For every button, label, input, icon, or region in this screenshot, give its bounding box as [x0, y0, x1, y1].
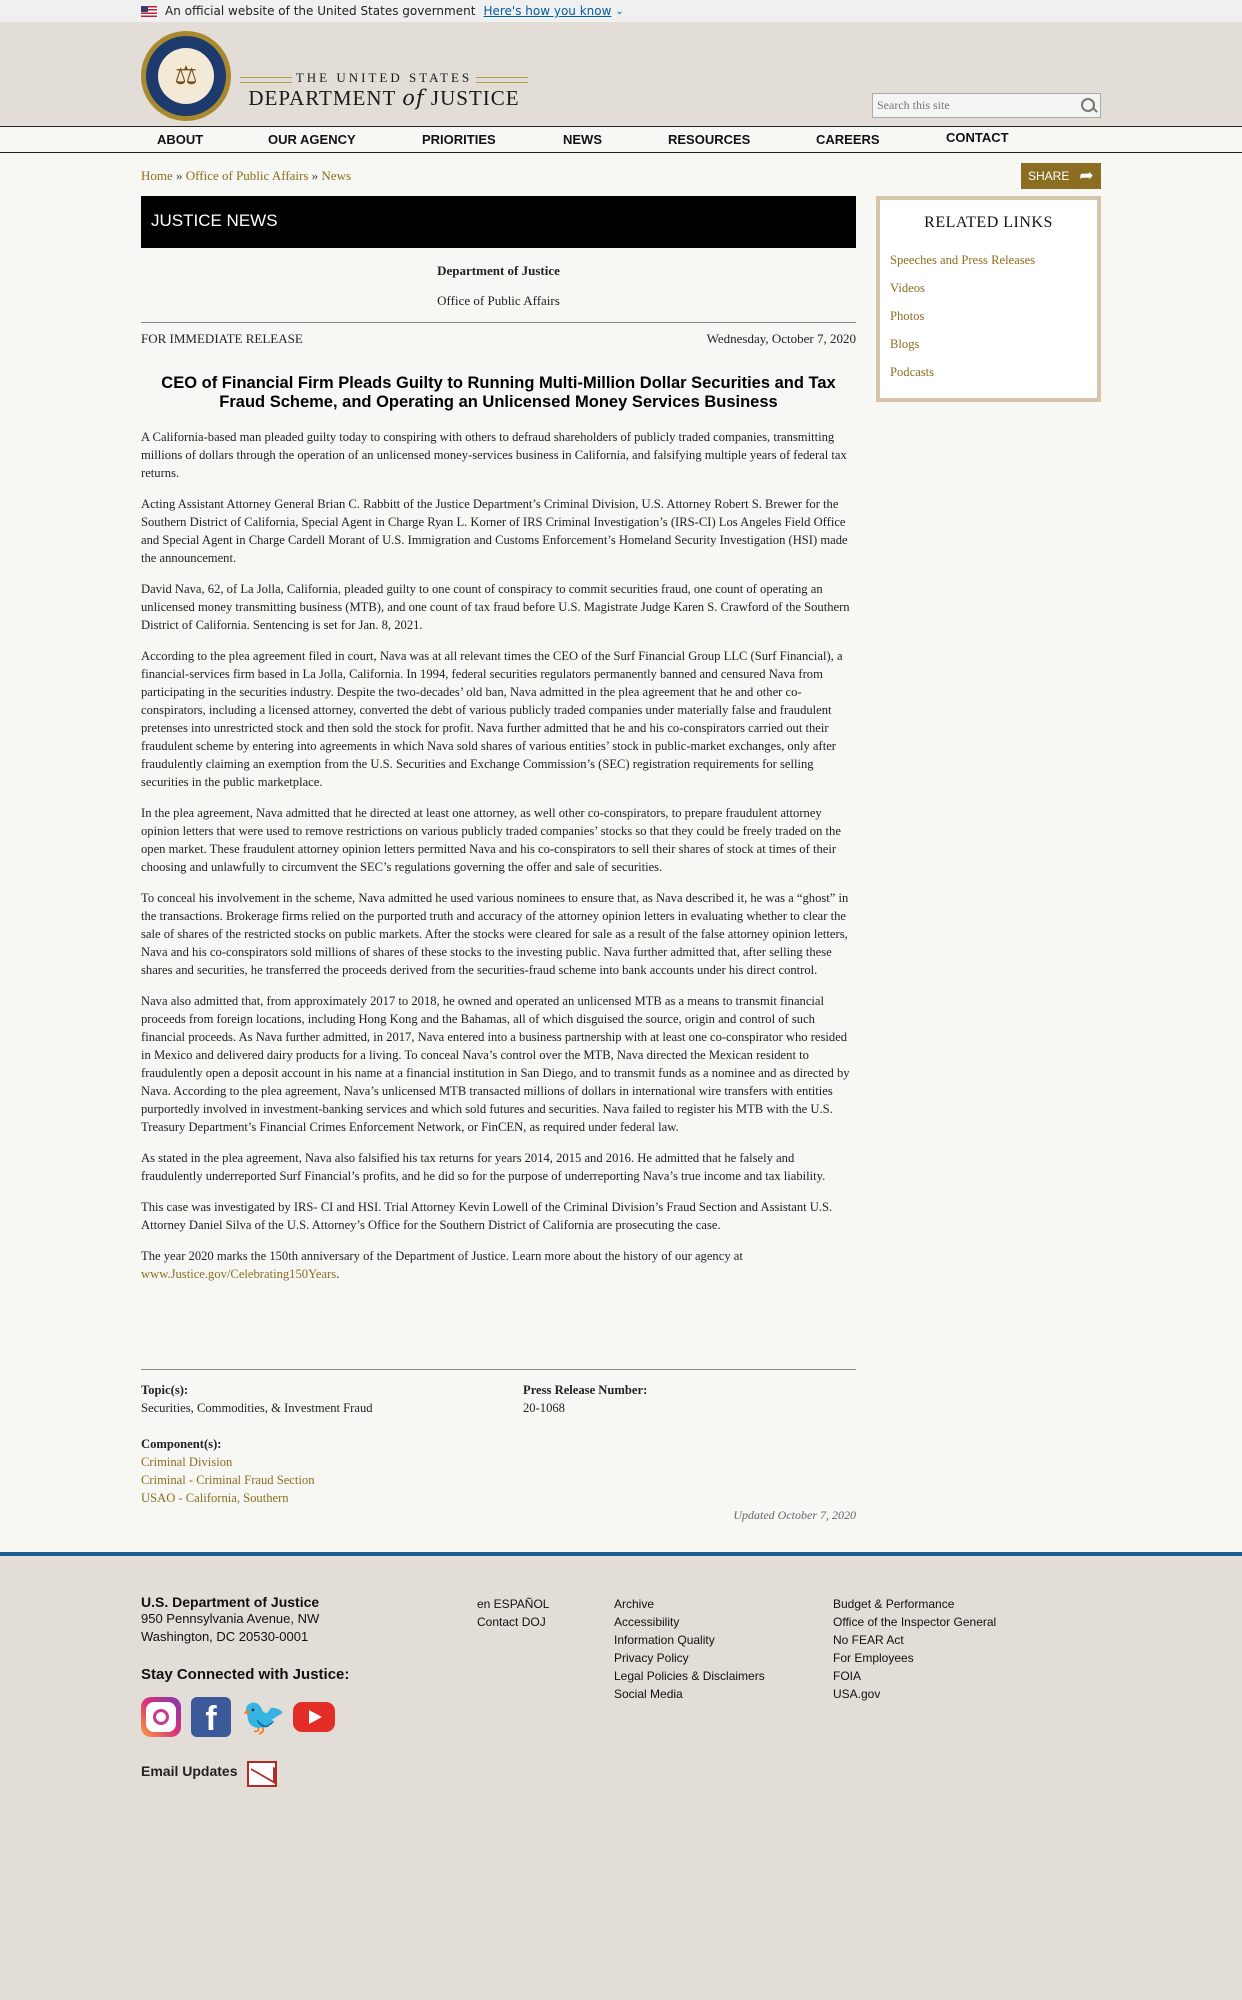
site-footer [0, 1552, 1242, 2000]
chevron-down-icon[interactable]: ⌄ [615, 5, 624, 17]
footer-org: U.S. Department of Justice [141, 1594, 320, 1610]
envelope-icon [247, 1761, 277, 1787]
components [141, 1435, 315, 1507]
search-icon[interactable] [1076, 94, 1100, 117]
related-link[interactable]: Speeches and Press Releases [890, 253, 1036, 267]
wordmark-line1: THE UNITED STATES [240, 70, 528, 86]
nav-contact[interactable]: CONTACT [946, 130, 1009, 145]
related-links-box [876, 196, 1101, 402]
related-link[interactable]: Podcasts [890, 365, 935, 379]
press-release-number [523, 1381, 647, 1417]
related-link[interactable]: Blogs [890, 337, 920, 351]
paragraph: David Nava, 62, of La Jolla, California, pleaded guilty to one count of conspiracy to commit securities fraud, one count of operating an unlicensed money transmitting business (MTB), and one count of tax fraud before U.S. Magistrate Judge Karen S. Crawford of the Southern District of California. Sentencing is set for Jan. 8, 2021. [141, 582, 850, 632]
footer-link[interactable]: USA.gov [833, 1687, 881, 1701]
footer-col3 [833, 1595, 996, 1703]
footer-link[interactable]: Office of the Inspector General [833, 1615, 997, 1629]
stay-connected-title: Stay Connected with Justice: [141, 1666, 350, 1683]
breadcrumb: Home » Office of Public Affairs » News [141, 168, 352, 183]
footer-link[interactable]: For Employees [833, 1651, 914, 1665]
footer-col1 [477, 1595, 549, 1631]
footer-link[interactable]: FOIA [833, 1669, 862, 1683]
site-header [0, 22, 1242, 126]
footer-link[interactable]: Archive [614, 1597, 655, 1611]
footer-link[interactable]: Accessibility [614, 1615, 680, 1629]
nav-resources[interactable]: RESOURCES [668, 132, 751, 147]
nav-careers[interactable]: CAREERS [816, 132, 880, 147]
footer-link[interactable]: Legal Policies & Disclaimers [614, 1669, 765, 1683]
related-link[interactable]: Photos [890, 309, 925, 323]
facebook-icon[interactable]: f [191, 1697, 231, 1737]
dept-name: Department of Justice [437, 263, 560, 278]
divider [141, 322, 856, 323]
search-input[interactable] [873, 94, 1076, 117]
paragraph: Nava also admitted that, from approximately 2017 to 2018, he owned and operated an unlicensed MTB as a means to transmit financial proceeds from foreign locations, including Hong Kong and the Bahamas, all of which disguised the source, origin and control of such financial proceeds. As Nava further admitted, in 2017, Nava entered into a business partnership with at least one co-conspirator who resided in Mexico and delivered dairy products for a living. To conceal Nava’s control over the MTB, Nava directed the Mexican resident to fraudulently open a deposit account in his name at a financial institution in San Diego, and to transmit funds as a nominee and as directed by Nava. According to the plea agreement, Nava’s unlicensed MTB transacted millions of dollars in international wire transfers with entities purportedly involved in investment-banking services and which sold futures and securities. Nava failed to register his MTB with the U.S. Treasury Department’s Financial Crimes Enforcement Network, or FinCEN, as required under federal law. [141, 994, 850, 1134]
breadcrumb-news[interactable]: News [321, 168, 352, 183]
doj-wordmark[interactable] [240, 70, 528, 111]
article-body [141, 428, 856, 1296]
breadcrumb-home[interactable]: Home [141, 168, 173, 183]
gov-banner-text: An official website of the United States government [165, 4, 476, 18]
breadcrumb-office[interactable]: Office of Public Affairs [185, 168, 309, 183]
youtube-icon[interactable] [293, 1702, 335, 1732]
twitter-icon[interactable]: 🐦 [241, 1696, 286, 1737]
footer-link[interactable]: Contact DOJ [477, 1615, 546, 1629]
press-value: 20-1068 [523, 1401, 565, 1415]
topics-label: Topic(s): [141, 1383, 189, 1397]
doj-seal-logo[interactable] [141, 31, 231, 121]
footer-addr2: Washington, DC 20530-0001 [141, 1629, 309, 1644]
paragraph: As stated in the plea agreement, Nava also falsified his tax returns for years 2014, 2015 and 2016. He admitted that he falsely and fraudulently underreported Surf Financial’s profits, and he did so for the purpose of underreporting Nava’s true income and tax liability. [141, 1151, 826, 1183]
page-title: CEO of Financial Firm Pleads Guilty to Running Multi-Million Dollar Securities and Tax Fraud Scheme, and Operating an Unlicensed Money Services Business [161, 374, 836, 411]
divider [141, 1369, 856, 1370]
release-label: FOR IMMEDIATE RELEASE [141, 331, 303, 346]
topics [141, 1381, 373, 1417]
paragraph: Acting Assistant Attorney General Brian C. Rabbitt of the Justice Department’s Criminal Division, U.S. Attorney Robert S. Brewer for the Southern District of California, Special Agent in Charge Ryan L. Korner of IRS Criminal Investigation’s (IRS-CI) Los Angeles Field Office and Special Agent in Charge Cardell Morant of U.S. Immigration and Customs Enforcement’s Homeland Security Investigation (HSI) made the announcement. [141, 497, 848, 565]
footer-address [141, 1594, 319, 1646]
paragraph: In the plea agreement, Nava admitted that he directed at least one attorney, as well other co-conspirators, to prepare fraudulent attorney opinion letters that were used to remove restrictions on various publicly traded companies’ stocks so that they could be freely traded on the open market. These fraudulent attorney opinion letters permitted Nava and his co-conspirators to sell their shares of stock at times of their choosing and unlawfully to circumvent the SEC’s regulations governing the offer and sale of securities. [141, 806, 841, 874]
component-link[interactable]: USAO - California, Southern [141, 1491, 289, 1505]
dept-info [141, 263, 856, 309]
share-arrow-icon: ➦ [1079, 166, 1094, 185]
component-link[interactable]: Criminal Division [141, 1455, 233, 1469]
release-date: Wednesday, October 7, 2020 [706, 331, 856, 346]
related-link[interactable]: Videos [890, 281, 925, 295]
how-you-know-link[interactable]: Here's how you know [483, 4, 612, 18]
main-content [0, 153, 1242, 1556]
footer-col2 [614, 1595, 765, 1703]
nav-priorities[interactable]: PRIORITIES [422, 132, 496, 147]
share-button[interactable] [1021, 163, 1101, 189]
wordmark-line2: DEPARTMENT of JUSTICE [248, 86, 520, 110]
us-flag-icon [141, 6, 157, 17]
release-line [141, 331, 856, 347]
gov-banner [0, 0, 1242, 22]
footer-link[interactable]: Privacy Policy [614, 1651, 689, 1665]
celebrating-150-link[interactable]: www.Justice.gov/Celebrating150Years [141, 1267, 337, 1281]
updated-date: Updated October 7, 2020 [733, 1508, 856, 1522]
share-label: SHARE [1028, 169, 1070, 183]
footer-link[interactable]: Information Quality [614, 1633, 715, 1647]
dept-office: Office of Public Affairs [437, 293, 560, 308]
footer-addr1: 950 Pennsylvania Avenue, NW [141, 1611, 320, 1626]
stay-connected [141, 1666, 349, 1683]
footer-link[interactable]: Budget & Performance [833, 1597, 955, 1611]
related-links-title: RELATED LINKS [924, 214, 1053, 231]
eagle-icon: ⚖ [158, 48, 214, 104]
component-link[interactable]: Criminal - Criminal Fraud Section [141, 1473, 315, 1487]
paragraph: To conceal his involvement in the scheme, Nava admitted he used various nominees to ensure that, as Nava described it, he was a “ghost” in the transactions. Brokerage firms relied on the purported truth and accuracy of the attorney opinion letters in evaluating whether to clear the sale of shares of the restricted stocks on public markets. After the stocks were cleared for sale as a result of the false attorney opinion letters, Nava and his co-conspirators sold millions of shares of these stocks to the investing public. Nava further admitted that, after selling these shares and securities, he transferred the proceeds derived from the securities-fraud scheme into bank accounts under his direct control. [141, 891, 849, 977]
email-updates-label: Email Updates [141, 1763, 238, 1779]
email-updates[interactable] [141, 1755, 277, 1787]
footer-link[interactable]: Social Media [614, 1687, 683, 1701]
paragraph: This case was investigated by IRS- CI and HSI. Trial Attorney Kevin Lowell of the Criminal Division’s Fraud Section and Assistant U.S. Attorney Daniel Silva of the U.S. Attorney’s Office for the Southern District of California are prosecuting the case. [141, 1200, 833, 1232]
social-links [141, 1697, 335, 1737]
footer-link[interactable]: en ESPAÑOL [477, 1597, 550, 1611]
instagram-icon[interactable] [141, 1697, 181, 1737]
nav-our-agency[interactable]: OUR AGENCY [268, 132, 356, 147]
paragraph: A California-based man pleaded guilty today to conspiring with others to defraud shareholders of publicly traded companies, transmitting millions of dollars through the operation of an unlicensed money-services business in California, and falsifying multiple years of federal tax returns. [141, 430, 847, 480]
main-nav [0, 126, 1242, 153]
paragraph: According to the plea agreement filed in court, Nava was at all relevant times the CEO of the Surf Financial Group LLC (Surf Financial), a financial-services firm based in La Jolla, California. In 1994, federal securities regulators permanently banned and censured Nava from participating in the securities industry. Despite the two-decades’ old ban, Nava admitted in the plea agreement that he and other co-conspirators, including a licensed attorney, converted the debt of various publicly traded companies under materially false and fraudulent pretenses into unrestricted stock and then sold the stock for profit. Nava further admitted that he and his co-conspirators carried out their fraudulent scheme by entering into agreements in which Nava sold shares of various entities’ stock in public-market exchanges, only after fraudulently claiming an exemption from the U.S. Securities and Exchange Commission’s (SEC) registration requirements for selling securities in the public marketplace. [141, 649, 843, 789]
anniversary-paragraph: The year 2020 marks the 150th anniversary of the Department of Justice. Learn more about the history of our agency at www.Justice.gov/Celebrating150Years. [141, 1249, 743, 1281]
footer-link[interactable]: No FEAR Act [833, 1633, 904, 1647]
nav-news[interactable]: NEWS [563, 132, 602, 147]
justice-news-banner: JUSTICE NEWS [141, 196, 856, 248]
components-label: Component(s): [141, 1437, 222, 1451]
nav-about[interactable]: ABOUT [157, 132, 204, 147]
site-search [872, 93, 1101, 118]
press-label: Press Release Number: [523, 1383, 648, 1397]
topics-value: Securities, Commodities, & Investment Fraud [141, 1401, 373, 1415]
